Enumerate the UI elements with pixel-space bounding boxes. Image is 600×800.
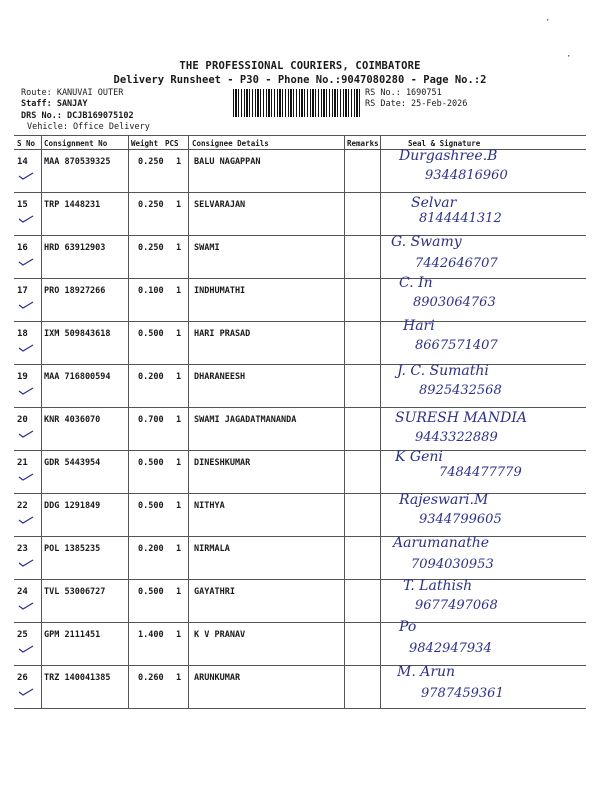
col-divider: [128, 623, 129, 665]
tick-mark-icon: [18, 602, 34, 610]
drs-number: DRS No.: DCJB169075102: [21, 111, 134, 121]
table-row: [14, 193, 586, 235]
signature-name: Selvar: [411, 195, 457, 211]
col-divider: [380, 150, 381, 192]
row-pcs: 1: [176, 286, 182, 296]
barcode: [233, 89, 360, 117]
tick-mark-icon: [18, 172, 34, 180]
col-divider: [128, 365, 129, 407]
col-divider: [128, 666, 129, 708]
tick-mark-icon: [18, 301, 34, 309]
tick-mark-icon: [18, 387, 34, 395]
col-divider: [188, 322, 189, 364]
row-consignee-name: DHARANEESH: [194, 372, 246, 382]
signature-area: [389, 150, 589, 192]
col-divider: [41, 193, 42, 235]
col-divider: [41, 236, 42, 278]
tick-mark-icon: [18, 258, 34, 266]
row-consignment-no: PRO 18927266: [44, 286, 106, 296]
signature-area: [389, 275, 589, 321]
signature-name: K Geni: [395, 449, 443, 465]
col-divider: [380, 580, 381, 622]
row-weight: 0.200: [138, 372, 164, 382]
col-divider: [128, 322, 129, 364]
tick-mark-icon: [18, 516, 34, 524]
signature-phone: 9842947934: [409, 641, 492, 656]
row-pcs: 1: [176, 415, 182, 425]
col-divider: [128, 135, 129, 150]
corner-mark: ·: [566, 52, 572, 62]
col-divider: [41, 666, 42, 708]
row-sno: 21: [17, 458, 28, 468]
col-divider: [344, 322, 345, 364]
col-divider: [41, 580, 42, 622]
rs-number: RS No.: 1690751: [365, 88, 442, 98]
row-pcs: 1: [176, 372, 182, 382]
row-consignee-name: DINESHKUMAR: [194, 458, 251, 468]
col-divider: [344, 279, 345, 321]
col-divider: [128, 537, 129, 579]
signature-name: Rajeswari.M: [399, 492, 489, 508]
signature-area: [389, 666, 589, 708]
col-divider: [188, 494, 189, 536]
col-divider: [128, 236, 129, 278]
col-divider: [344, 408, 345, 450]
signature-name: SURESH MANDIA: [395, 410, 527, 426]
row-weight: 0.500: [138, 458, 164, 468]
row-sno: 23: [17, 544, 28, 554]
row-pcs: 1: [176, 630, 182, 640]
signature-area: [389, 193, 589, 235]
col-divider: [380, 623, 381, 665]
signature-phone: 7484477779: [439, 465, 522, 480]
col-divider: [188, 666, 189, 708]
row-consignment-no: KNR 4036070: [44, 415, 101, 425]
col-divider: [188, 150, 189, 192]
table-row: [14, 451, 586, 493]
col-divider: [188, 623, 189, 665]
row-weight: 0.500: [138, 501, 164, 511]
row-pcs: 1: [176, 200, 182, 210]
page-title: THE PROFESSIONAL COURIERS, COIMBATORE: [179, 60, 421, 72]
vehicle-label: Vehicle: Office Delivery: [27, 122, 150, 132]
signature-area: [389, 494, 589, 536]
col-sno: S No: [17, 139, 36, 148]
signature-area: [389, 580, 589, 622]
row-consignee-name: K V PRANAV: [194, 630, 246, 640]
row-sno: 20: [17, 415, 28, 425]
col-divider: [344, 666, 345, 708]
row-consignee-name: BALU NAGAPPAN: [194, 157, 261, 167]
col-divider: [41, 365, 42, 407]
row-pcs: 1: [176, 243, 182, 253]
row-sno: 24: [17, 587, 28, 597]
col-divider: [380, 451, 381, 493]
row-consignment-no: MAA 870539325: [44, 157, 111, 167]
col-divider: [344, 494, 345, 536]
signature-name: Durgashree.B: [399, 148, 498, 164]
row-weight: 0.250: [138, 200, 164, 210]
col-consignment: Consignment No: [44, 139, 108, 148]
row-consignment-no: TRP 1448231: [44, 200, 101, 210]
signature-name: Po: [399, 619, 417, 635]
col-divider: [380, 408, 381, 450]
row-consignment-no: TRZ 140041385: [44, 673, 111, 683]
table-row: [14, 580, 586, 622]
col-seal-signature: Seal & Signature: [408, 139, 481, 148]
row-sno: 25: [17, 630, 28, 640]
col-divider: [188, 537, 189, 579]
col-divider: [380, 236, 381, 278]
col-divider: [344, 193, 345, 235]
signature-phone: 7094030953: [411, 557, 494, 572]
tick-mark-icon: [18, 344, 34, 352]
table-row: [14, 494, 586, 536]
signature-phone: 9677497068: [415, 598, 498, 613]
row-consignee-name: INDHUMATHI: [194, 286, 246, 296]
table-row: [14, 318, 586, 364]
row-weight: 0.100: [138, 286, 164, 296]
row-consignee-name: NIRMALA: [194, 544, 230, 554]
row-consignment-no: TVL 53006727: [44, 587, 106, 597]
row-pcs: 1: [176, 329, 182, 339]
row-consignment-no: GPM 2111451: [44, 630, 101, 640]
col-divider: [188, 135, 189, 150]
row-pcs: 1: [176, 544, 182, 554]
tick-mark-icon: [18, 645, 34, 653]
signature-area: [389, 619, 589, 665]
row-consignee-name: SWAMI JAGADATMANANDA: [194, 415, 297, 425]
table-row: [14, 408, 586, 450]
signature-phone: 8903064763: [413, 295, 496, 310]
signature-name: M. Arun: [397, 664, 456, 680]
signature-name: Aarumanathe: [393, 535, 490, 551]
col-divider: [41, 408, 42, 450]
signature-phone: 9443322889: [415, 430, 498, 445]
col-divider: [344, 623, 345, 665]
row-consignee-name: NITHYA: [194, 501, 225, 511]
signature-name: C. In: [399, 275, 433, 291]
col-divider: [380, 135, 381, 150]
row-weight: 0.260: [138, 673, 164, 683]
col-divider: [380, 494, 381, 536]
col-divider: [188, 408, 189, 450]
row-pcs: 1: [176, 501, 182, 511]
row-weight: 0.500: [138, 329, 164, 339]
signature-phone: 8144441312: [419, 211, 502, 226]
signature-area: [389, 365, 589, 407]
col-divider: [344, 150, 345, 192]
row-weight: 1.400: [138, 630, 164, 640]
row-consignment-no: MAA 716800594: [44, 372, 111, 382]
table-row: [14, 666, 586, 708]
tick-mark-icon: [18, 688, 34, 696]
col-divider: [344, 580, 345, 622]
row-sno: 15: [17, 200, 28, 210]
col-divider: [41, 494, 42, 536]
col-divider: [380, 279, 381, 321]
table-top-rule: [14, 135, 586, 136]
row-sno: 19: [17, 372, 28, 382]
row-consignee-name: ARUNKUMAR: [194, 673, 241, 683]
row-consignee-name: HARI PRASAD: [194, 329, 251, 339]
signature-phone: 9344816960: [425, 168, 508, 183]
signature-area: [389, 451, 589, 493]
route-label: Route: KANUVAI OUTER: [21, 88, 124, 98]
col-divider: [344, 236, 345, 278]
signature-phone: 8667571407: [415, 338, 498, 353]
table-row: [14, 236, 586, 278]
corner-mark: ·: [545, 16, 551, 26]
tick-mark-icon: [18, 473, 34, 481]
row-weight: 0.250: [138, 157, 164, 167]
row-pcs: 1: [176, 673, 182, 683]
col-divider: [128, 494, 129, 536]
table-row: [14, 275, 586, 321]
tick-mark-icon: [18, 430, 34, 438]
table-row: [14, 150, 586, 192]
table-row: [14, 365, 586, 407]
col-divider: [344, 365, 345, 407]
rs-date: RS Date: 25-Feb-2026: [365, 99, 468, 109]
col-divider: [128, 451, 129, 493]
row-consignee-name: GAYATHRI: [194, 587, 235, 597]
tick-mark-icon: [18, 215, 34, 223]
row-consignment-no: DDG 1291849: [44, 501, 101, 511]
col-pcs: PCS: [165, 139, 179, 148]
col-divider: [41, 537, 42, 579]
col-divider: [188, 279, 189, 321]
row-sno: 14: [17, 157, 28, 167]
col-consignee: Consignee Details: [192, 139, 269, 148]
col-divider: [128, 408, 129, 450]
col-divider: [128, 193, 129, 235]
signature-area: [389, 537, 589, 579]
signature-phone: 9787459361: [421, 686, 504, 701]
row-weight: 0.700: [138, 415, 164, 425]
row-consignment-no: GDR 5443954: [44, 458, 101, 468]
col-divider: [41, 279, 42, 321]
signature-name: T. Lathish: [403, 578, 473, 594]
tick-mark-icon: [18, 559, 34, 567]
row-consignment-no: IXM 509843618: [44, 329, 111, 339]
col-divider: [380, 322, 381, 364]
staff-label: Staff: SANJAY: [21, 99, 88, 109]
row-weight: 0.500: [138, 587, 164, 597]
signature-area: [389, 408, 589, 450]
col-divider: [380, 666, 381, 708]
col-divider: [188, 451, 189, 493]
row-sno: 18: [17, 329, 28, 339]
signature-name: J. C. Sumathi: [397, 363, 489, 379]
col-divider: [128, 150, 129, 192]
signature-name: Hari: [403, 318, 435, 334]
row-rule: [14, 708, 586, 709]
row-pcs: 1: [176, 587, 182, 597]
col-divider: [344, 451, 345, 493]
row-sno: 26: [17, 673, 28, 683]
signature-phone: 8925432568: [419, 383, 502, 398]
row-consignment-no: POL 1385235: [44, 544, 101, 554]
runsheet-subtitle: Delivery Runsheet - P30 - Phone No.:9047080280 - Page No.:2: [113, 74, 487, 86]
col-divider: [380, 193, 381, 235]
signature-name: G. Swamy: [391, 234, 462, 250]
signature-area: [389, 236, 589, 278]
row-sno: 16: [17, 243, 28, 253]
row-weight: 0.250: [138, 243, 164, 253]
col-divider: [188, 580, 189, 622]
col-divider: [41, 135, 42, 150]
table-row: [14, 619, 586, 665]
col-weight: Weight: [131, 139, 159, 148]
col-divider: [380, 365, 381, 407]
row-sno: 22: [17, 501, 28, 511]
col-divider: [188, 193, 189, 235]
col-divider: [41, 150, 42, 192]
signature-area: [389, 318, 589, 364]
signature-phone: 7442646707: [415, 256, 498, 271]
col-divider: [188, 365, 189, 407]
signature-phone: 9344799605: [419, 512, 502, 527]
col-divider: [344, 537, 345, 579]
row-sno: 17: [17, 286, 28, 296]
col-divider: [128, 279, 129, 321]
row-pcs: 1: [176, 458, 182, 468]
col-divider: [344, 135, 345, 150]
row-pcs: 1: [176, 157, 182, 167]
row-weight: 0.200: [138, 544, 164, 554]
row-consignee-name: SWAMI: [194, 243, 220, 253]
col-divider: [41, 451, 42, 493]
row-consignment-no: HRD 63912903: [44, 243, 106, 253]
col-divider: [41, 623, 42, 665]
col-divider: [380, 537, 381, 579]
row-consignee-name: SELVARAJAN: [194, 200, 246, 210]
col-remarks: Remarks: [347, 139, 379, 148]
col-divider: [128, 580, 129, 622]
table-row: [14, 537, 586, 579]
col-divider: [41, 322, 42, 364]
col-divider: [188, 236, 189, 278]
